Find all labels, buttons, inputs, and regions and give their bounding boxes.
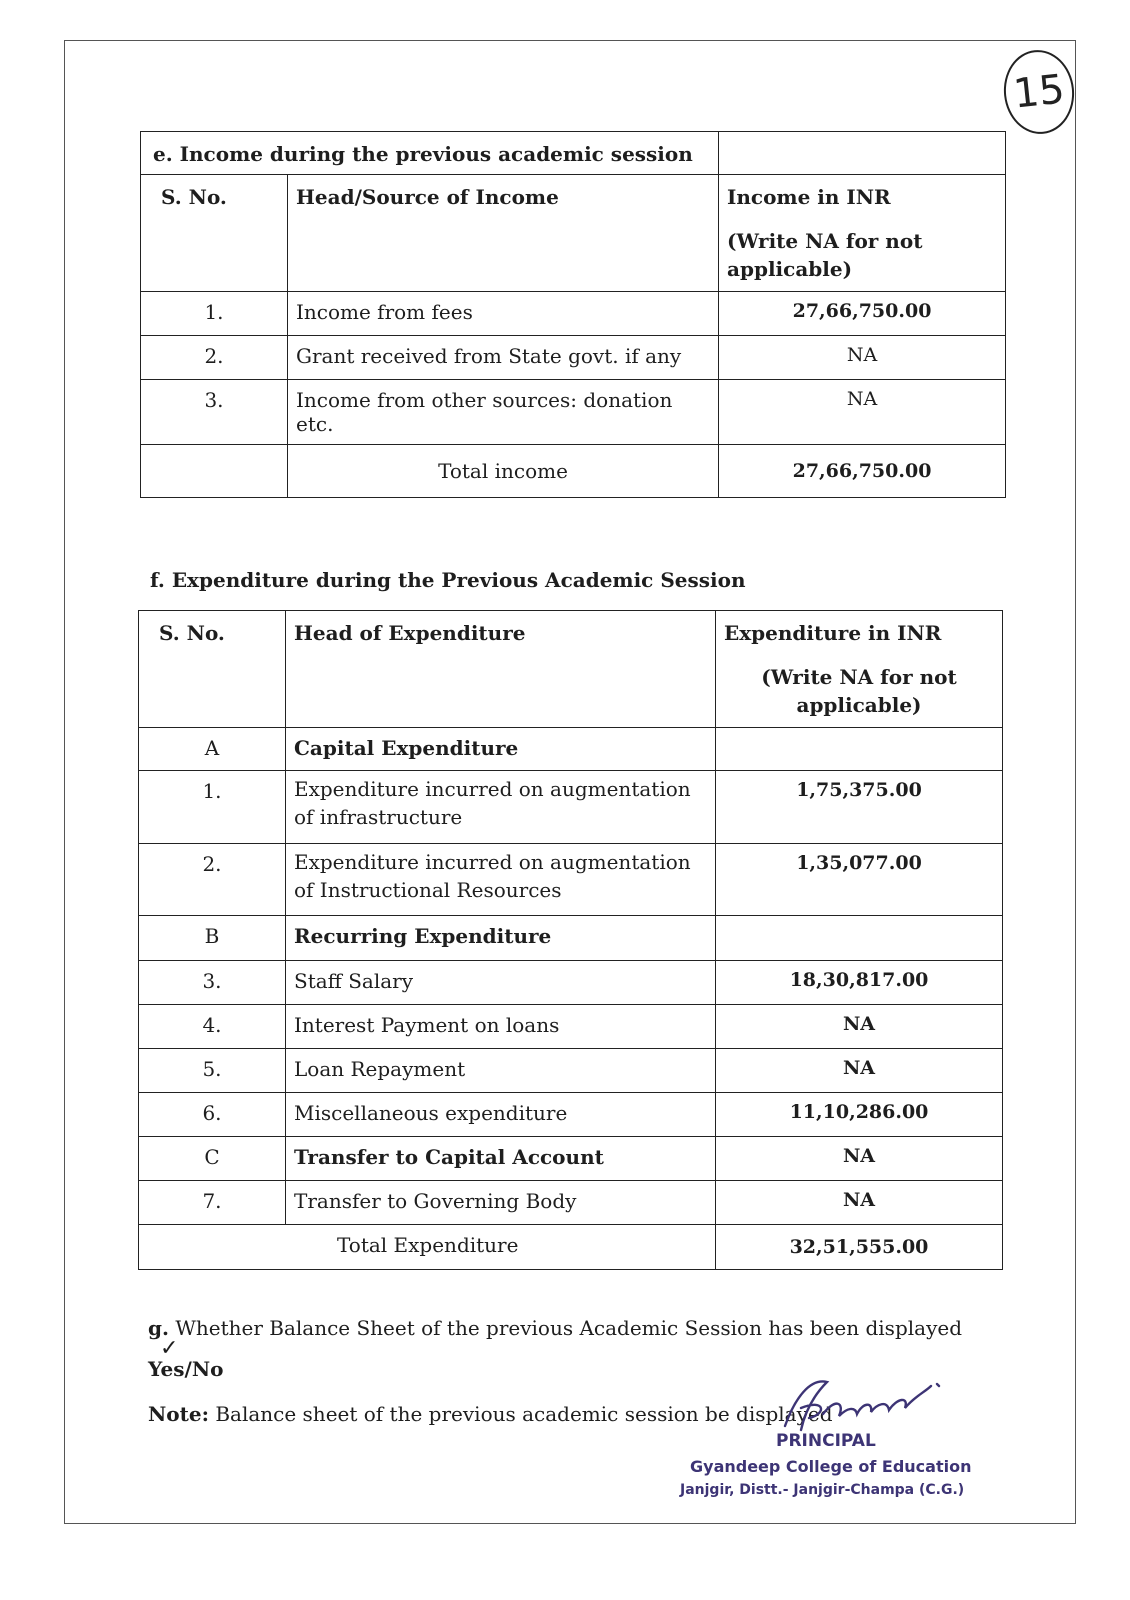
expenditure-row — [139, 1049, 1003, 1093]
expenditure-row-head: Transfer to Governing Body — [286, 1181, 716, 1225]
expenditure-row — [139, 1093, 1003, 1137]
income-total-blank — [141, 445, 288, 498]
expenditure-row-head: Loan Repayment — [286, 1049, 716, 1093]
expenditure-total-value: 32,51,555.00 — [716, 1225, 1003, 1270]
expenditure-row-amount: 11,10,286.00 — [716, 1093, 1003, 1137]
balance-sheet-question-text: Whether Balance Sheet of the previous Academic Session has been displayed — [175, 1316, 963, 1340]
expenditure-row-sno: A — [139, 728, 286, 771]
note-text: Balance sheet of the previous academic session be displayed — [215, 1402, 833, 1426]
expenditure-row-sno: 6. — [139, 1093, 286, 1137]
expenditure-total-row — [139, 1225, 1003, 1270]
page-number: 15 — [1000, 47, 1078, 138]
expenditure-category-row — [139, 1137, 1003, 1181]
income-total-row — [141, 445, 1006, 498]
income-row-head: Income from fees — [288, 292, 719, 336]
expenditure-row-amount — [716, 728, 1003, 771]
income-row — [141, 336, 1006, 380]
expenditure-row-amount: 18,30,817.00 — [716, 961, 1003, 1005]
income-row-amount: NA — [719, 380, 1006, 445]
expenditure-category-row — [139, 916, 1003, 961]
income-row — [141, 292, 1006, 336]
expenditure-row-amount — [716, 916, 1003, 961]
expenditure-row-sno: B — [139, 916, 286, 961]
expenditure-row — [139, 1181, 1003, 1225]
expenditure-section-title: f. Expenditure during the Previous Academic Session — [150, 568, 746, 592]
expenditure-header-row — [139, 611, 1003, 728]
expenditure-row-head: Miscellaneous expenditure — [286, 1093, 716, 1137]
expenditure-row-head: Transfer to Capital Account — [286, 1137, 716, 1181]
income-table — [140, 131, 1006, 498]
income-title-row — [141, 132, 1006, 175]
expenditure-row-amount: 1,35,077.00 — [716, 844, 1003, 916]
expenditure-row-sno: 1. — [139, 771, 286, 844]
income-total-label: Total income — [288, 445, 719, 498]
expenditure-row-amount: NA — [716, 1005, 1003, 1049]
expenditure-row-head: Capital Expenditure — [286, 728, 716, 771]
expenditure-header-sno: S. No. — [139, 611, 286, 728]
expenditure-category-row — [139, 728, 1003, 771]
balance-sheet-question — [148, 1316, 962, 1340]
expenditure-row-sno: 3. — [139, 961, 286, 1005]
expenditure-row-amount: NA — [716, 1181, 1003, 1225]
expenditure-row-sno: C — [139, 1137, 286, 1181]
income-header-row — [141, 175, 1006, 292]
expenditure-row-sno: 4. — [139, 1005, 286, 1049]
stamp-institution: Gyandeep College of Education — [690, 1457, 972, 1476]
tick-mark: ✓ — [160, 1336, 179, 1361]
stamp-address: Janjgir, Distt.- Janjgir-Champa (C.G.) — [680, 1482, 965, 1498]
expenditure-row — [139, 1005, 1003, 1049]
income-section-title: e. Income during the previous academic session — [141, 132, 719, 175]
expenditure-row-amount: NA — [716, 1049, 1003, 1093]
balance-sheet-answer: Yes/No — [148, 1357, 224, 1381]
income-header-amount-label: Income in INR — [727, 185, 891, 209]
expenditure-row-head: Expenditure incurred on augmentation of Instructional Resources — [286, 844, 716, 916]
expenditure-row — [139, 771, 1003, 844]
income-total-value: 27,66,750.00 — [719, 445, 1006, 498]
expenditure-row-head: Expenditure incurred on augmentation of infrastructure — [286, 771, 716, 844]
expenditure-header-head: Head of Expenditure — [286, 611, 716, 728]
income-header-amount — [719, 175, 1006, 292]
expenditure-row-head: Recurring Expenditure — [286, 916, 716, 961]
expenditure-table — [138, 610, 1003, 1270]
income-row-sno: 2. — [141, 336, 288, 380]
expenditure-row-amount: NA — [716, 1137, 1003, 1181]
balance-sheet-prefix: g. — [148, 1316, 169, 1340]
income-header-sno: S. No. — [141, 175, 288, 292]
balance-sheet-note — [148, 1402, 833, 1426]
income-title-blank — [719, 132, 1006, 175]
expenditure-header-amount-label: Expenditure in INR — [724, 621, 942, 645]
income-header-head: Head/Source of Income — [288, 175, 719, 292]
expenditure-row — [139, 844, 1003, 916]
principal-signature — [765, 1368, 965, 1440]
income-header-amount-note: (Write NA for not applicable) — [727, 229, 923, 281]
expenditure-row-head: Interest Payment on loans — [286, 1005, 716, 1049]
income-row-head: Grant received from State govt. if any — [288, 336, 719, 380]
income-row-sno: 3. — [141, 380, 288, 445]
expenditure-row-amount: 1,75,375.00 — [716, 771, 1003, 844]
expenditure-row-sno: 7. — [139, 1181, 286, 1225]
income-row-head: Income from other sources: donation etc. — [288, 380, 719, 445]
expenditure-row-sno: 5. — [139, 1049, 286, 1093]
expenditure-row-sno: 2. — [139, 844, 286, 916]
income-row-sno: 1. — [141, 292, 288, 336]
income-row — [141, 380, 1006, 445]
income-row-amount: 27,66,750.00 — [719, 292, 1006, 336]
expenditure-row — [139, 961, 1003, 1005]
expenditure-total-label: Total Expenditure — [139, 1225, 716, 1270]
stamp-title: PRINCIPAL — [776, 1431, 876, 1451]
note-label: Note: — [148, 1402, 209, 1426]
expenditure-row-head: Staff Salary — [286, 961, 716, 1005]
expenditure-header-amount — [716, 611, 1003, 728]
income-row-amount: NA — [719, 336, 1006, 380]
expenditure-header-amount-note: (Write NA for not applicable) — [761, 665, 957, 717]
